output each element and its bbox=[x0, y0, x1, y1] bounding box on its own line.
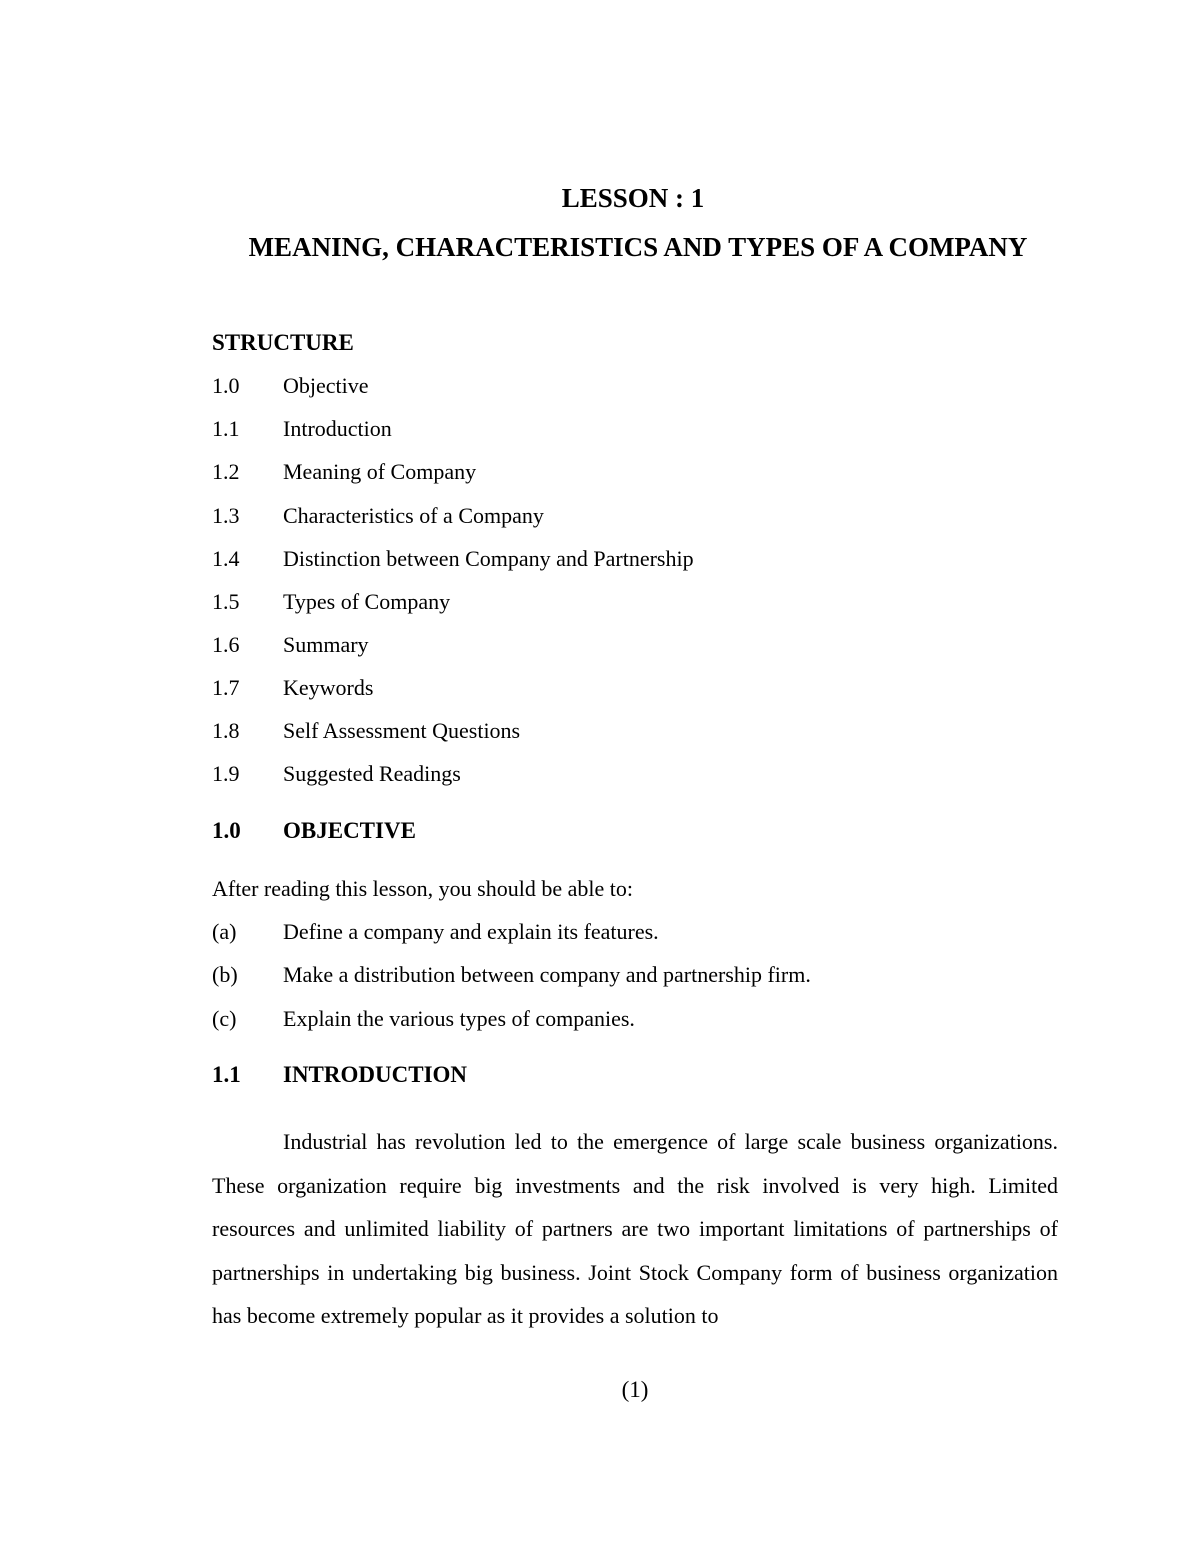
point-text: Explain the various types of companies. bbox=[283, 1006, 635, 1031]
structure-item-label: Distinction between Company and Partnership bbox=[283, 546, 694, 571]
structure-item-number: 1.7 bbox=[212, 675, 240, 700]
structure-item-label: Summary bbox=[283, 632, 369, 657]
introduction-paragraph: Industrial has revolution led to the emergence of large scale business organizations. These organization require big investments and the risk involved is very high. Limited resources and unlimited liability of partners are two important limitations of partnerships of partnerships in undertaking big business. Joint Stock Company form of business organization has become extremely popular as it provides a solution to bbox=[212, 1129, 1058, 1328]
structure-item bbox=[212, 503, 544, 529]
point-marker: (c) bbox=[212, 1006, 237, 1031]
structure-heading: STRUCTURE bbox=[212, 330, 354, 355]
objective-heading bbox=[212, 818, 416, 844]
point-text: Make a distribution between company and partnership firm. bbox=[283, 962, 811, 987]
structure-item bbox=[212, 589, 450, 615]
structure-item bbox=[212, 416, 392, 442]
section-number: 1.1 bbox=[212, 1062, 241, 1087]
structure-item-label: Types of Company bbox=[283, 589, 451, 614]
structure-item bbox=[212, 373, 369, 399]
structure-item-number: 1.1 bbox=[212, 416, 240, 441]
structure-item-label: Objective bbox=[283, 373, 369, 398]
point-marker: (a) bbox=[212, 919, 237, 944]
structure-item bbox=[212, 459, 476, 485]
introduction-heading bbox=[212, 1062, 467, 1088]
point-text: Define a company and explain its features. bbox=[283, 919, 659, 944]
structure-item-label: Self Assessment Questions bbox=[283, 718, 521, 743]
section-title: OBJECTIVE bbox=[283, 818, 416, 843]
structure-item-number: 1.5 bbox=[212, 589, 240, 614]
structure-item-label: Characteristics of a Company bbox=[283, 503, 544, 528]
lesson-label: LESSON : 1 bbox=[561, 183, 705, 213]
structure-item-number: 1.4 bbox=[212, 546, 240, 571]
structure-item-label: Keywords bbox=[283, 675, 374, 700]
point-marker: (b) bbox=[212, 962, 238, 987]
structure-item-label: Introduction bbox=[283, 416, 392, 441]
structure-item bbox=[212, 761, 461, 787]
structure-item-number: 1.3 bbox=[212, 503, 240, 528]
structure-item-label: Meaning of Company bbox=[283, 459, 477, 484]
objective-point bbox=[212, 1006, 635, 1032]
structure-item bbox=[212, 546, 694, 572]
structure-item-number: 1.9 bbox=[212, 761, 240, 786]
structure-item-number: 1.6 bbox=[212, 632, 240, 657]
structure-item bbox=[212, 675, 373, 701]
objective-intro: After reading this lesson, you should be able to: bbox=[212, 876, 633, 901]
section-title: INTRODUCTION bbox=[283, 1062, 468, 1087]
structure-item-number: 1.8 bbox=[212, 718, 240, 743]
page-number: (1) bbox=[621, 1377, 649, 1402]
structure-item bbox=[212, 632, 369, 658]
structure-item-number: 1.0 bbox=[212, 373, 240, 398]
objective-point bbox=[212, 962, 811, 988]
structure-item bbox=[212, 718, 520, 744]
section-number: 1.0 bbox=[212, 818, 241, 843]
structure-item-number: 1.2 bbox=[212, 459, 240, 484]
structure-item-label: Suggested Readings bbox=[283, 761, 461, 786]
objective-point bbox=[212, 919, 659, 945]
page-title: MEANING, CHARACTERISTICS AND TYPES OF A COMPANY bbox=[248, 232, 1028, 262]
